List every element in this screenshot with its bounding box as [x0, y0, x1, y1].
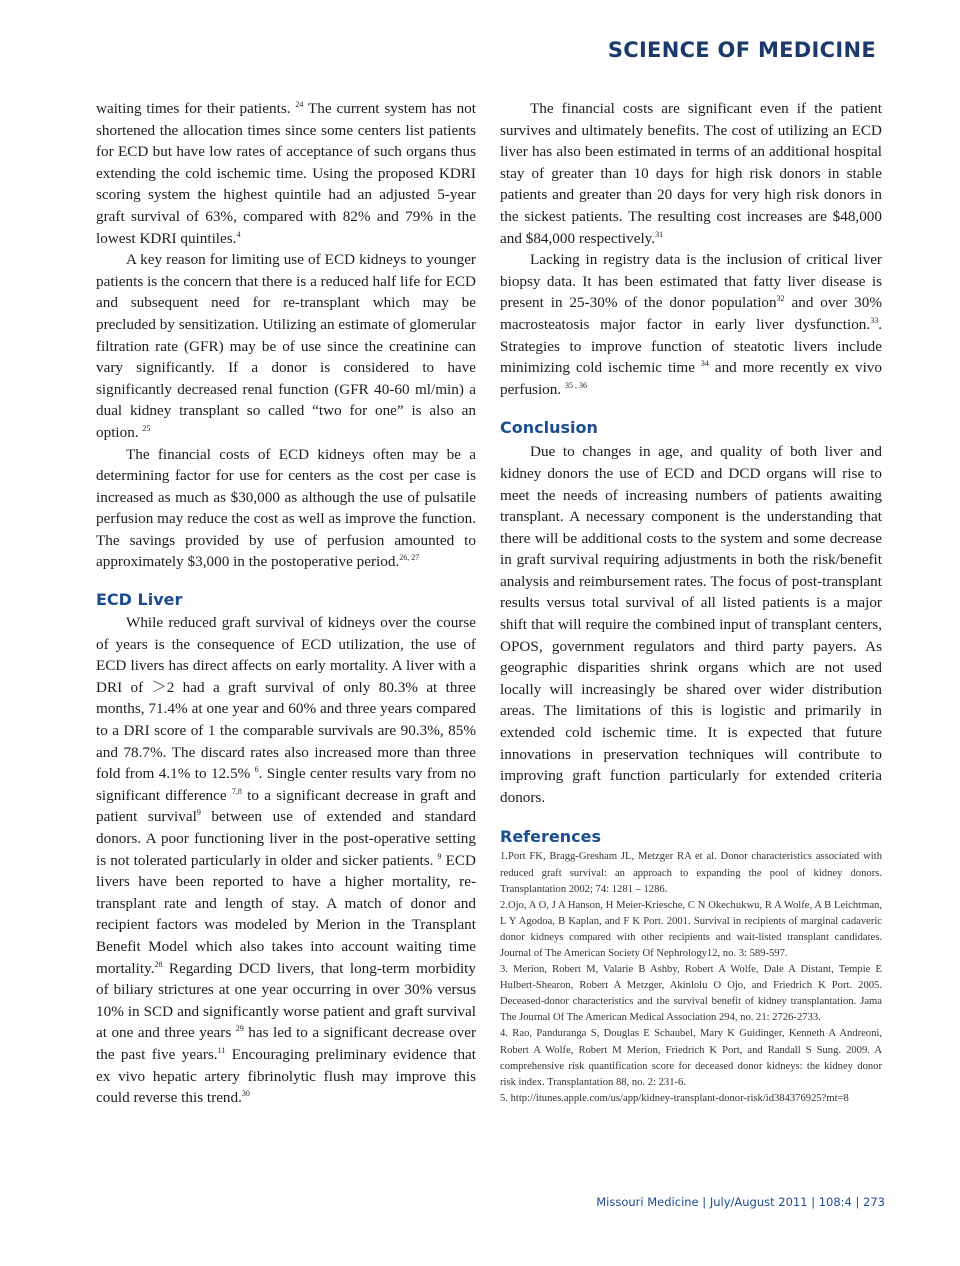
paragraph: The financial costs of ECD kidneys often may be a determining factor for use for centers as the cost per case is increased as much as $30,000 as although the use of pulsatile perfusion may reduce the cost as well as improve the function. The savings provided by use of perfusion amounted to approximately $3,000 in the postoperative period.$^{26, 27}$: [96, 445, 476, 571]
paragraph: A key reason for limiting use of ECD kidneys to younger patients is the concern that there is a reduced half life for ECD and subsequent need for re-transplant which may be precluded by sensitization. Utilizing an estimate of glomerular filtration rate (GFR) may be of use since the creatinine can vary significantly. If a donor is considered to have significantly decreased renal function (GFR 40-60 ml/min) a dual kidney transplant so called “two for one” is also an option. $^{25}$: [96, 251, 476, 441]
paragraph: The financial costs are significant even if the patient survives and ultimately benefits. The cost of utilizing an ECD liver has also been estimated in terms of an additional hospital stay of greater than 10 days for high risk donors in stable patients and greater than 20 days for very high risk donors in the sickest patients. The resulting cost increases are $48,000 and $84,000 respectively.$^{31}$: [500, 100, 882, 247]
reference-item: 1.Port FK, Bragg-Gresham JL, Metzger RA et al. Donor characteristics associated with reduced graft survival: an approach to expanding the pool of kidney donors. Transplantation 2002; 74: 1281 – 1286.: [500, 851, 882, 895]
paragraph: Lacking in registry data is the inclusion of critical liver biopsy data. It has been estimated that fatty liver disease is present in 25-30% of the donor population$^{32}$ and over 30% macrosteatosis major factor in early liver dysfunction.$^{33}$. Strategies to improve function of steatotic livers include minimizing cold ischemic time $^{34}$ and more recently ex vivo perfusion. $^{35 , 36}$: [500, 251, 882, 398]
paragraph: While reduced graft survival of kidneys over the course of years is the consequence of ECD utilization, the use of ECD livers has direct affects on early mortality. A liver with a DRI of ＞2 had a graft survival of only 80.3% at three months, 71.4% at one year and 60% and three years compared to a DRI score of 1 the comparable survivals are 90.3%, 85% and 78.7%. The discard rates also increased more than three fold from 4.1% to 12.5% $^6$. Single center results vary from no significant difference $^{7,8}$ to a significant decrease in graft and patient survival$^9$ between use of extended and standard donors. A poor functioning liver in the post-operative setting is not tolerated particularly in older and sicker patients. $^9$ ECD livers have been reported to have a higher mortality, re-transplant rate and length of stay. A match of donor and recipient factors was modeled by Merion in the Transplant Benefit Model which also takes into account waiting time mortality.$^{28}$ Regarding DCD livers, that long-term morbidity of biliary strictures at one year occurring in over 30% versus 10% in SCD and significantly worse patient and graft survival at one and three years $^{29}$ has led to a significant decrease over the past five years.$^{11}$ Encouraging preliminary evidence that ex vivo hepatic artery fibrinolytic flush may improve this could reverse this trend.$^{30}$: [96, 614, 477, 1107]
paragraph: Due to changes in age, and quality of both liver and kidney donors the use of ECD and DCD organs will rise to meet the needs of increasing numbers of patients awaiting transplant. A necessary component is the understanding that there will be additional costs to the system and some decrease in graft survival requiring adjustments in both the risk/benefit analysis and reimbursement rates. The focus of post-transplant results versus total survival of all listed patients is a major shift that will require the combined input of transplant centers, OPOS, government regulators and third party payers. As geographic disparities shrink organs which are not used locally will increasingly be shared over wider distribution areas. The limitations of this is logistic and primarily in extended cold ischemic time. It is expected that future innovations in preservation techniques will contribute to improving graft function particularly for extended criteria donors.: [500, 443, 882, 806]
reference-item: 4. Rao, Panduranga S, Douglas E Schaubel, Mary K Guidinger, Kenneth A Andreoni, Robert A Wolfe, Robert M Merion, Friedrich K Port, and Randall S Sung. 2009. A comprehensive risk quantification score for deceased donor kidneys: the kidney donor risk index. Transplantation 88, no. 2: 231-6.: [500, 1028, 882, 1088]
reference-item: 2.Ojo, A O, J A Hanson, H Meier-Kriesche, C N Okechukwu, R A Wolfe, A B Leichtman, L Y Agodoa, B Kaplan, and F K Port. 2001. Survival in recipients of marginal cadaveric donor kidneys compared with other recipients and wait-listed transplant candidates. Journal of The American Society Of Nephrology12, no. 3: 589-597.: [500, 899, 882, 959]
page-footer: Missouri Medicine | July/August 2011 | 108:4 | 273: [596, 1195, 885, 1209]
reference-item: 5. http://itunes.apple.com/us/app/kidney-transplant-donor-risk/id384376925?mt=8: [500, 1092, 849, 1104]
running-header: SCIENCE OF MEDICINE: [607, 38, 876, 62]
reference-list: [500, 849, 882, 1107]
paragraph: waiting times for their patients. $^{24}$ The current system has not shortened the allocation times since some centers list patients for ECD but have low rates of acceptance of such organs thus extending the cold ischemic time. Using the proposed KDRI scoring system the highest quintile had an adjusted 5-year graft survival of 63%, compared with 82% and 79% in the lowest KDRI quintiles.$^4$: [96, 100, 476, 247]
section-heading-conclusion: Conclusion: [500, 418, 598, 438]
left-column: [96, 98, 476, 1109]
right-column: [500, 98, 882, 1107]
section-heading-references: References: [500, 827, 601, 847]
reference-item: 3. Merion, Robert M, Valarie B Ashby, Robert A Wolfe, Dale A Distant, Tempie E Hulbert-Shearon, Robert A Metzger, Akinlolu O Ojo, and Friedrich K Port. 2005. Deceased-donor characteristics and the survival benefit of kidney transplantation. Jama The Journal Of The American Medical Association 294, no. 21: 2726-2733.: [500, 964, 882, 1024]
section-heading-ecd-liver: ECD Liver: [96, 590, 183, 610]
